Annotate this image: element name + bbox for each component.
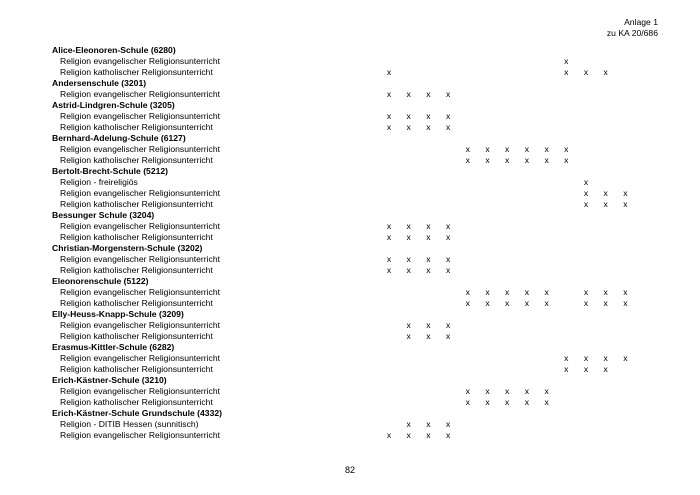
subject-row (0, 221, 700, 232)
cell-mark: x (465, 287, 470, 297)
school-name: Alice-Eleonoren-Schule (6280) (52, 45, 176, 55)
school-heading (0, 166, 700, 177)
cell-mark: x (465, 298, 470, 308)
cell-mark: x (603, 287, 608, 297)
school-heading (0, 100, 700, 111)
cell-mark: x (603, 188, 608, 198)
subject-label: Religion evangelischer Religionsunterricht (60, 221, 221, 231)
cell-mark: x (603, 298, 608, 308)
subject-label: Religion evangelischer Religionsunterricht (60, 89, 221, 99)
cell-mark: x (544, 144, 549, 154)
school-name: Erasmus-Kittler-Schule (6282) (52, 342, 175, 352)
subject-row (0, 430, 700, 441)
school-heading (0, 243, 700, 254)
cell-mark: x (544, 287, 549, 297)
cell-mark: x (406, 254, 411, 264)
subject-label: Religion evangelischer Religionsunterricht (60, 386, 221, 396)
cell-mark: x (524, 386, 530, 396)
cell-mark: x (386, 232, 392, 242)
cell-mark: x (485, 144, 490, 154)
school-name: Bernhard-Adelung-Schule (6127) (52, 133, 186, 143)
subject-label: Religion evangelischer Religionsunterricht (60, 188, 221, 198)
school-subject-table (0, 45, 700, 441)
cell-mark: x (623, 353, 628, 363)
subject-label: Religion katholischer Religionsunterricht (60, 67, 213, 77)
school-name: Erich-Kästner-Schule (3210) (52, 375, 167, 385)
subject-label: Religion katholischer Religionsunterricht (60, 265, 213, 275)
cell-mark: x (583, 188, 589, 198)
cell-mark: x (524, 287, 530, 297)
page-number: 82 (344, 465, 355, 475)
cell-mark: x (445, 122, 451, 132)
cell-mark: x (564, 155, 569, 165)
subject-row (0, 353, 700, 364)
subject-row (0, 320, 700, 331)
subject-row (0, 254, 700, 265)
cell-mark: x (445, 430, 451, 440)
school-heading (0, 408, 700, 419)
cell-mark: x (505, 397, 510, 407)
subject-label: Religion - freireligiös (60, 177, 138, 187)
cell-mark: x (583, 199, 589, 209)
cell-mark: x (445, 254, 451, 264)
subject-label: Religion - DITIB Hessen (sunnitisch) (60, 419, 199, 429)
subject-label: Religion katholischer Religionsunterricht (60, 364, 213, 374)
cell-mark: x (386, 254, 392, 264)
subject-row (0, 56, 700, 67)
cell-mark: x (544, 298, 549, 308)
cell-mark: x (426, 232, 431, 242)
cell-mark: x (465, 397, 470, 407)
subject-label: Religion katholischer Religionsunterricht (60, 155, 213, 165)
cell-mark: x (386, 67, 392, 77)
cell-mark: x (485, 298, 490, 308)
subject-row (0, 265, 700, 276)
cell-mark: x (426, 221, 431, 231)
school-heading (0, 342, 700, 353)
cell-mark: x (564, 144, 569, 154)
cell-mark: x (505, 144, 510, 154)
cell-mark: x (386, 265, 392, 275)
subject-row (0, 364, 700, 375)
cell-mark: x (445, 221, 451, 231)
subject-row (0, 331, 700, 342)
school-name: Christian-Morgenstern-Schule (3202) (52, 243, 203, 253)
cell-mark: x (445, 111, 451, 121)
document-reference: zu KA 20/686 (606, 28, 658, 38)
school-name: Bessunger Schule (3204) (52, 210, 155, 220)
school-name: Eleonorenschule (5122) (52, 276, 149, 286)
cell-mark: x (623, 188, 628, 198)
subject-row (0, 177, 700, 188)
school-name: Astrid-Lindgren-Schule (3205) (52, 100, 175, 110)
cell-mark: x (465, 144, 470, 154)
cell-mark: x (603, 364, 608, 374)
cell-mark: x (406, 265, 411, 275)
cell-mark: x (623, 298, 628, 308)
cell-mark: x (406, 331, 411, 341)
annex-label: Anlage 1 (624, 17, 658, 27)
school-name: Erich-Kästner-Schule Grundschule (4332) (52, 408, 223, 418)
cell-mark: x (426, 111, 431, 121)
school-name: Andersenschule (3201) (52, 78, 147, 88)
cell-mark: x (445, 232, 451, 242)
subject-row (0, 122, 700, 133)
school-heading (0, 78, 700, 89)
school-heading (0, 276, 700, 287)
cell-mark: x (544, 386, 549, 396)
subject-label: Religion katholischer Religionsunterricht (60, 397, 213, 407)
cell-mark: x (485, 386, 490, 396)
subject-row (0, 67, 700, 78)
subject-row (0, 298, 700, 309)
cell-mark: x (603, 199, 608, 209)
cell-mark: x (583, 67, 589, 77)
subject-row (0, 386, 700, 397)
cell-mark: x (564, 353, 569, 363)
cell-mark: x (505, 155, 510, 165)
cell-mark: x (406, 232, 411, 242)
cell-mark: x (485, 155, 490, 165)
cell-mark: x (386, 122, 392, 132)
cell-mark: x (426, 419, 431, 429)
school-heading (0, 309, 700, 320)
cell-mark: x (406, 430, 411, 440)
school-name: Bertolt-Brecht-Schule (5212) (52, 166, 169, 176)
cell-mark: x (524, 155, 530, 165)
subject-label: Religion katholischer Religionsunterricht (60, 232, 213, 242)
cell-mark: x (505, 298, 510, 308)
subject-row (0, 111, 700, 122)
cell-mark: x (544, 397, 549, 407)
cell-mark: x (406, 122, 411, 132)
subject-row (0, 155, 700, 166)
cell-mark: x (583, 298, 589, 308)
cell-mark: x (406, 111, 411, 121)
cell-mark: x (583, 287, 589, 297)
subject-row (0, 188, 700, 199)
cell-mark: x (445, 419, 451, 429)
school-heading (0, 375, 700, 386)
cell-mark: x (426, 320, 431, 330)
subject-label: Religion katholischer Religionsunterricht (60, 199, 213, 209)
school-name: Elly-Heuss-Knapp-Schule (3209) (52, 309, 184, 319)
cell-mark: x (426, 254, 431, 264)
cell-mark: x (583, 353, 589, 363)
cell-mark: x (406, 89, 411, 99)
subject-row (0, 232, 700, 243)
cell-mark: x (386, 430, 392, 440)
subject-label: Religion evangelischer Religionsunterricht (60, 320, 221, 330)
cell-mark: x (445, 331, 451, 341)
cell-mark: x (524, 397, 530, 407)
subject-row (0, 419, 700, 430)
cell-mark: x (465, 155, 470, 165)
school-heading (0, 45, 700, 56)
cell-mark: x (426, 122, 431, 132)
school-heading (0, 133, 700, 144)
cell-mark: x (583, 364, 589, 374)
cell-mark: x (603, 67, 608, 77)
cell-mark: x (406, 221, 411, 231)
cell-mark: x (406, 419, 411, 429)
subject-label: Religion evangelischer Religionsunterricht (60, 254, 221, 264)
cell-mark: x (485, 397, 490, 407)
cell-mark: x (445, 89, 451, 99)
cell-mark: x (623, 287, 628, 297)
subject-row (0, 89, 700, 100)
cell-mark: x (544, 155, 549, 165)
cell-mark: x (406, 320, 411, 330)
cell-mark: x (564, 67, 569, 77)
cell-mark: x (445, 265, 451, 275)
cell-mark: x (426, 89, 431, 99)
subject-label: Religion evangelischer Religionsunterricht (60, 144, 221, 154)
cell-mark: x (564, 56, 569, 66)
subject-label: Religion evangelischer Religionsunterricht (60, 111, 221, 121)
subject-row (0, 287, 700, 298)
subject-label: Religion katholischer Religionsunterricht (60, 331, 213, 341)
subject-label: Religion evangelischer Religionsunterricht (60, 287, 221, 297)
cell-mark: x (485, 287, 490, 297)
cell-mark: x (426, 331, 431, 341)
cell-mark: x (583, 177, 589, 187)
cell-mark: x (524, 298, 530, 308)
cell-mark: x (386, 111, 392, 121)
subject-row (0, 144, 700, 155)
subject-row (0, 397, 700, 408)
cell-mark: x (465, 386, 470, 396)
cell-mark: x (564, 364, 569, 374)
cell-mark: x (505, 287, 510, 297)
subject-label: Religion evangelischer Religionsunterricht (60, 56, 221, 66)
subject-row (0, 199, 700, 210)
subject-label: Religion evangelischer Religionsunterricht (60, 430, 221, 440)
subject-label: Religion evangelischer Religionsunterricht (60, 353, 221, 363)
cell-mark: x (386, 221, 392, 231)
cell-mark: x (445, 320, 451, 330)
school-heading (0, 210, 700, 221)
cell-mark: x (426, 430, 431, 440)
subject-label: Religion katholischer Religionsunterricht (60, 122, 213, 132)
cell-mark: x (386, 89, 392, 99)
subject-label: Religion katholischer Religionsunterricht (60, 298, 213, 308)
cell-mark: x (524, 144, 530, 154)
cell-mark: x (623, 199, 628, 209)
cell-mark: x (603, 353, 608, 363)
cell-mark: x (426, 265, 431, 275)
cell-mark: x (505, 386, 510, 396)
